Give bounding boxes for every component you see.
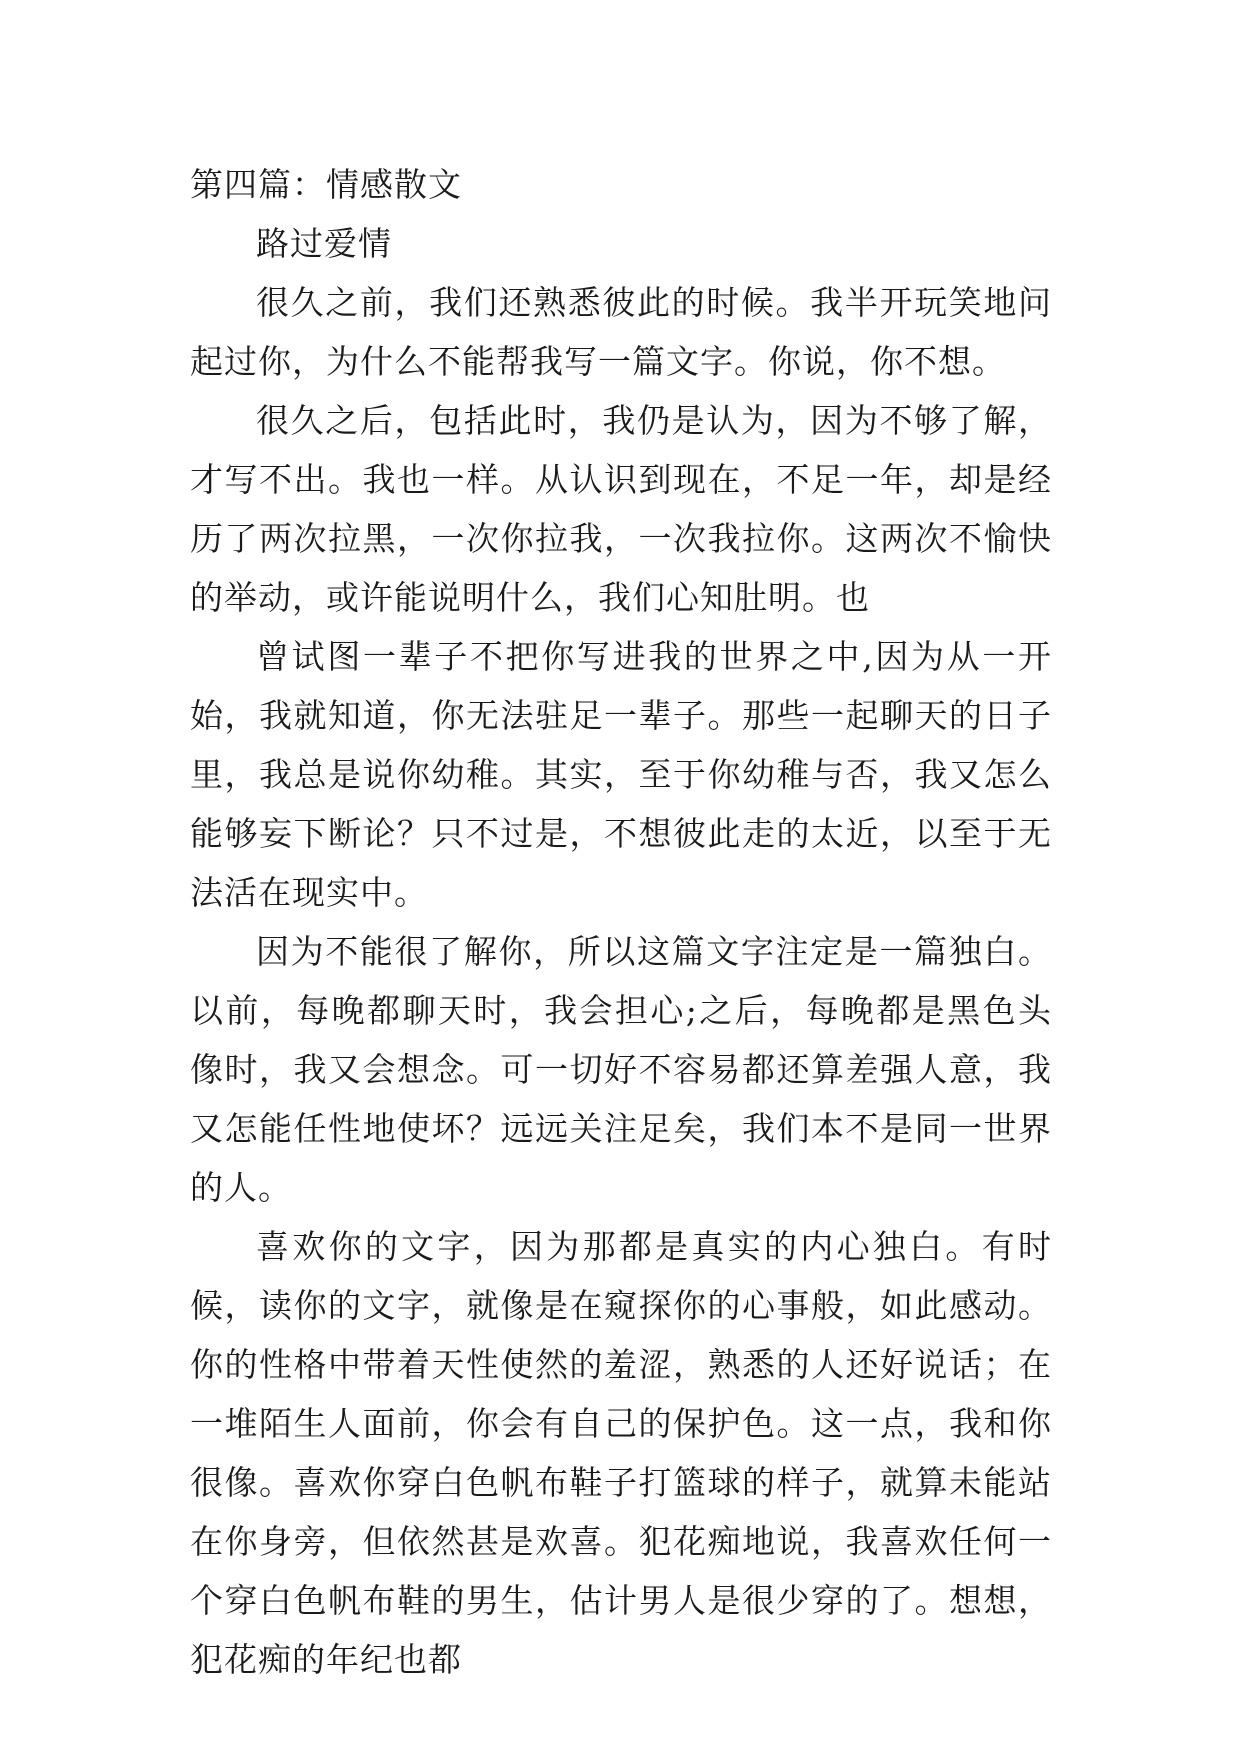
- paragraph: 因为不能很了解你，所以这篇文字注定是一篇独白。以前，每晚都聊天时，我会担心;之后，每晚都是黑色头像时，我又会想念。可一切好不容易都还算差强人意，我又怎能任性地使坏？远远关注足矣，我们本不是同一世界的人。: [190, 932, 1052, 1207]
- paragraph: 喜欢你的文字，因为那都是真实的内心独白。有时候，读你的文字，就像是在窥探你的心事般，如此感动。你的性格中带着天性使然的羞涩，熟悉的人还好说话；在一堆陌生人面前，你会有自己的保护色。这一点，我和你很像。喜欢你穿白色帆布鞋子打篮球的样子，就算未能站在你身旁，但依然甚是欢喜。犯花痴地说，我喜欢任何一个穿白色帆布鞋的男生，估计男人是很少穿的了。想想，犯花痴的年纪也都: [190, 1227, 1052, 1679]
- document-body: [190, 155, 1052, 1689]
- paragraph: 很久之后，包括此时，我仍是认为，因为不够了解，才写不出。我也一样。从认识到现在，不足一年，却是经历了两次拉黑，一次你拉我，一次我拉你。这两次不愉快的举动，或许能说明什么，我们心知肚明。也: [190, 401, 1052, 617]
- paragraph: 很久之前，我们还熟悉彼此的时候。我半开玩笑地问起过你，为什么不能帮我写一篇文字。你说，你不想。: [190, 283, 1052, 381]
- article-title: 路过爱情: [256, 224, 392, 263]
- paragraph: 曾试图一辈子不把你写进我的世界之中,因为从一开始，我就知道，你无法驻足一辈子。那些一起聊天的日子里，我总是说你幼稚。其实，至于你幼稚与否，我又怎么能够妄下断论？只不过是，不想彼此走的太近，以至于无法活在现实中。: [190, 637, 1052, 912]
- document-heading: 第四篇：情感散文: [190, 165, 462, 204]
